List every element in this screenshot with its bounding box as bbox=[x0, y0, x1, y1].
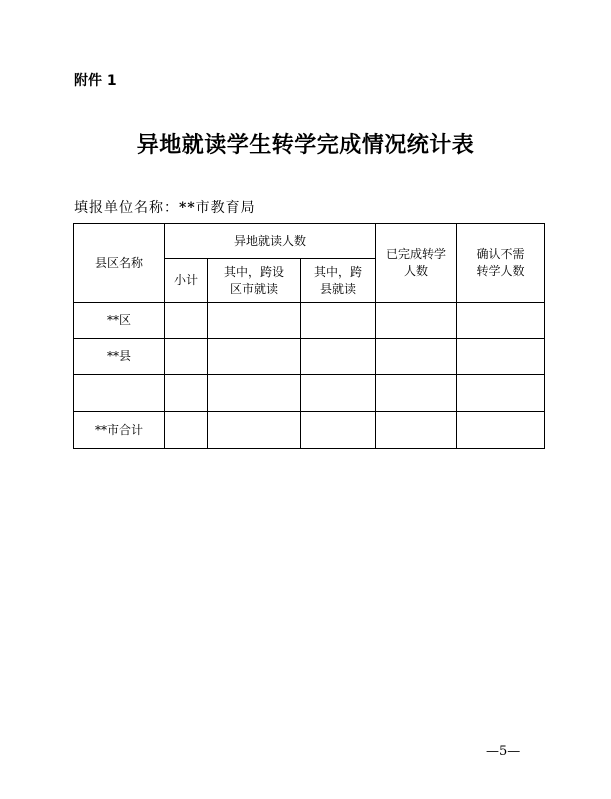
cell-subtotal[interactable] bbox=[165, 412, 208, 449]
row-name bbox=[74, 375, 165, 412]
cell-not-needed[interactable] bbox=[457, 375, 545, 412]
header-not-needed-line1: 确认不需 bbox=[476, 247, 525, 261]
cell-cross-county[interactable] bbox=[301, 412, 376, 449]
filler-unit-value bbox=[179, 200, 256, 216]
header-completed-line2: 人数 bbox=[404, 264, 429, 278]
table-row bbox=[74, 375, 545, 412]
cell-cross-county[interactable] bbox=[301, 303, 376, 339]
table-row bbox=[74, 339, 545, 375]
filler-unit-name: 市教育局 bbox=[195, 200, 256, 216]
cell-subtotal[interactable] bbox=[165, 375, 208, 412]
cell-not-needed[interactable] bbox=[457, 303, 545, 339]
attachment-label: 附件 1 bbox=[74, 73, 117, 89]
cell-cross-county[interactable] bbox=[301, 339, 376, 375]
cell-not-needed[interactable] bbox=[457, 412, 545, 449]
header-cross-county-line1: 其中，跨 bbox=[314, 264, 363, 279]
cell-cross-district[interactable] bbox=[208, 375, 301, 412]
filler-unit-prefix: ** bbox=[179, 200, 196, 216]
row-name: **县 bbox=[74, 339, 165, 375]
cell-cross-district[interactable] bbox=[208, 412, 301, 449]
statistics-table bbox=[73, 223, 545, 449]
cell-completed[interactable] bbox=[376, 303, 457, 339]
header-cross-county bbox=[301, 259, 376, 303]
cell-cross-district[interactable] bbox=[208, 303, 301, 339]
header-subtotal: 小计 bbox=[165, 259, 208, 303]
header-cross-district-line2: 区市就读 bbox=[229, 281, 278, 296]
cell-cross-district[interactable] bbox=[208, 339, 301, 375]
header-not-needed-line2: 转学人数 bbox=[476, 264, 525, 278]
header-cross-district bbox=[208, 259, 301, 303]
cell-completed[interactable] bbox=[376, 412, 457, 449]
cell-subtotal[interactable] bbox=[165, 303, 208, 339]
row-name: **市合计 bbox=[74, 412, 165, 449]
table-row bbox=[74, 303, 545, 339]
cell-completed[interactable] bbox=[376, 375, 457, 412]
header-cross-county-line2: 县就读 bbox=[320, 281, 357, 296]
row-name: **区 bbox=[74, 303, 165, 339]
page-title: 异地就读学生转学完成情况统计表 bbox=[136, 132, 475, 158]
header-not-needed bbox=[457, 224, 545, 303]
cell-cross-county[interactable] bbox=[301, 375, 376, 412]
header-completed-line1: 已完成转学 bbox=[386, 247, 447, 261]
table-row-total bbox=[74, 412, 545, 449]
filler-unit-line bbox=[74, 197, 256, 217]
filler-unit-label: 填报单位名称： bbox=[74, 200, 179, 216]
cell-not-needed[interactable] bbox=[457, 339, 545, 375]
header-cross-district-line1: 其中，跨设 bbox=[223, 264, 284, 279]
cell-subtotal[interactable] bbox=[165, 339, 208, 375]
header-row-1 bbox=[74, 224, 545, 259]
cell-completed[interactable] bbox=[376, 339, 457, 375]
page-number: —5— bbox=[486, 744, 521, 759]
header-district: 县区名称 bbox=[74, 224, 165, 303]
header-completed bbox=[376, 224, 457, 303]
header-remote-total: 异地就读人数 bbox=[165, 224, 376, 259]
